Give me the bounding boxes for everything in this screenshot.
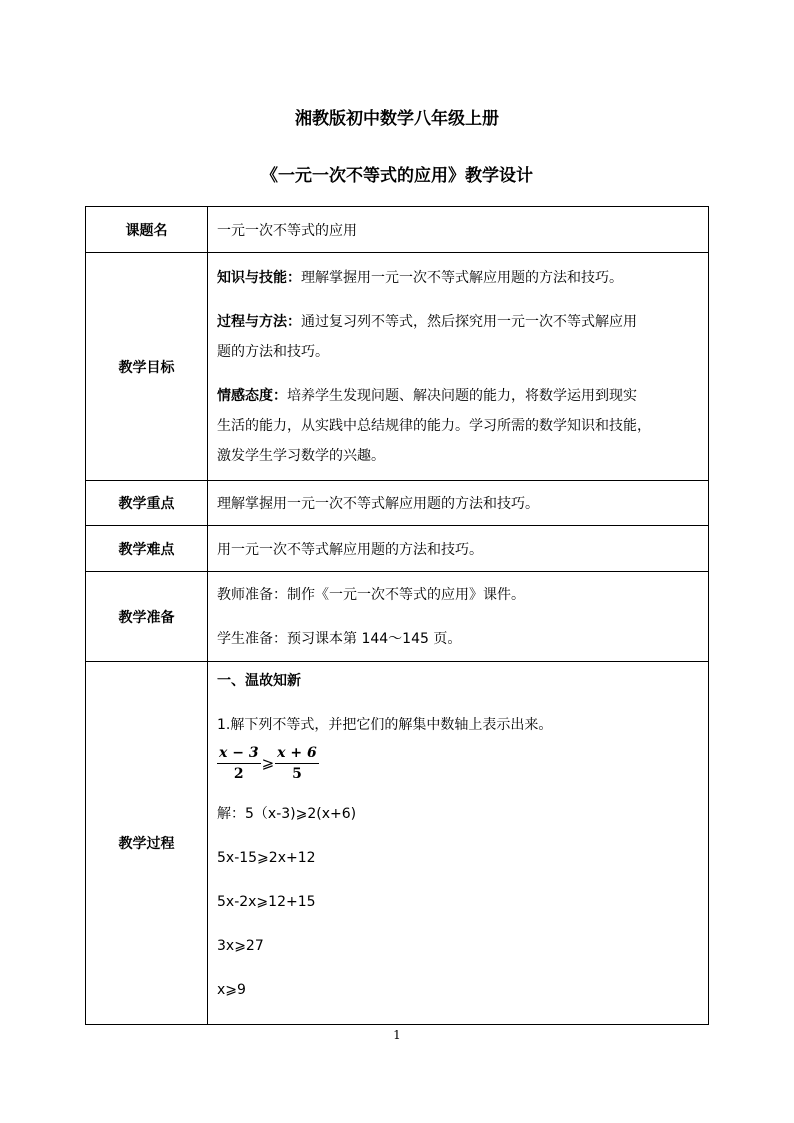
solution-step-5: x⩾9 (217, 982, 246, 998)
process-text-2: 题的方法和技巧。 (217, 343, 329, 360)
emotion-text-2: 生活的能力，从实践中总结规律的能力。学习所需的数学知识和技能， (217, 417, 651, 434)
table-row-process (86, 662, 709, 1025)
document-title: 湘教版初中数学八年级上册 (295, 109, 499, 129)
table-row-objectives (86, 253, 709, 481)
exercise-question: 1.解下列不等式，并把它们的解集中数轴上表示出来。 (217, 717, 553, 733)
fraction-right-numerator: x + 6 (275, 744, 319, 764)
greater-equal-sign: ⩾ (261, 754, 275, 772)
process-label: 过程与方法： (217, 313, 301, 330)
solution-step-4: 3x⩾27 (217, 938, 264, 954)
fraction-left (217, 744, 261, 783)
difficulty-value: 用一元一次不等式解应用题的方法和技巧。 (208, 526, 709, 572)
knowledge-text: 理解掌握用一元一次不等式解应用题的方法和技巧。 (301, 269, 623, 286)
key-point-value: 理解掌握用一元一次不等式解应用题的方法和技巧。 (208, 481, 709, 526)
section-title: 一、温故知新 (217, 673, 301, 689)
process-text-1: 通过复习列不等式，然后探究用一元一次不等式解应用 (301, 313, 637, 330)
topic-value: 一元一次不等式的应用 (208, 207, 709, 253)
difficulty-label: 教学难点 (86, 526, 208, 572)
table-row-difficulty (86, 526, 709, 572)
solution-step-3: 5x-2x⩾12+15 (217, 894, 316, 910)
page-number: 1 (393, 1028, 401, 1042)
lesson-plan-table (85, 206, 709, 1025)
knowledge-label: 知识与技能： (217, 269, 301, 286)
inequality-formula (217, 740, 700, 786)
emotion-text-1: 培养学生发现问题、解决问题的能力，将数学运用到现实 (287, 387, 637, 404)
topic-label: 课题名 (86, 207, 208, 253)
fraction-left-denominator: 2 (233, 765, 244, 782)
solution-step-2: 5x-15⩾2x+12 (217, 850, 316, 866)
fraction-right (275, 744, 319, 783)
objectives-label: 教学目标 (86, 253, 208, 481)
emotion-objective (217, 381, 700, 411)
objectives-content (208, 253, 709, 481)
process-label-cell: 教学过程 (86, 662, 208, 1025)
preparation-content (208, 572, 709, 662)
solution-step-1: 解：5（x-3)⩾2(x+6) (217, 806, 357, 822)
table-row-key-point (86, 481, 709, 526)
preparation-label: 教学准备 (86, 572, 208, 662)
student-preparation: 学生准备：预习课本第 144～145 页。 (217, 630, 462, 647)
process-objective (217, 307, 700, 337)
table-row-preparation (86, 572, 709, 662)
emotion-text-3: 激发学生学习数学的兴趣。 (217, 447, 385, 464)
table-row-topic (86, 207, 709, 253)
fraction-left-numerator: x − 3 (217, 744, 261, 764)
knowledge-objective (217, 263, 700, 293)
fraction-right-denominator: 5 (292, 765, 302, 782)
teacher-preparation: 教师准备：制作《一元一次不等式的应用》课件。 (217, 586, 525, 603)
document-subtitle: 《一元一次不等式的应用》教学设计 (261, 166, 533, 186)
process-content (208, 662, 709, 1025)
key-point-label: 教学重点 (86, 481, 208, 526)
emotion-label: 情感态度： (217, 387, 287, 404)
